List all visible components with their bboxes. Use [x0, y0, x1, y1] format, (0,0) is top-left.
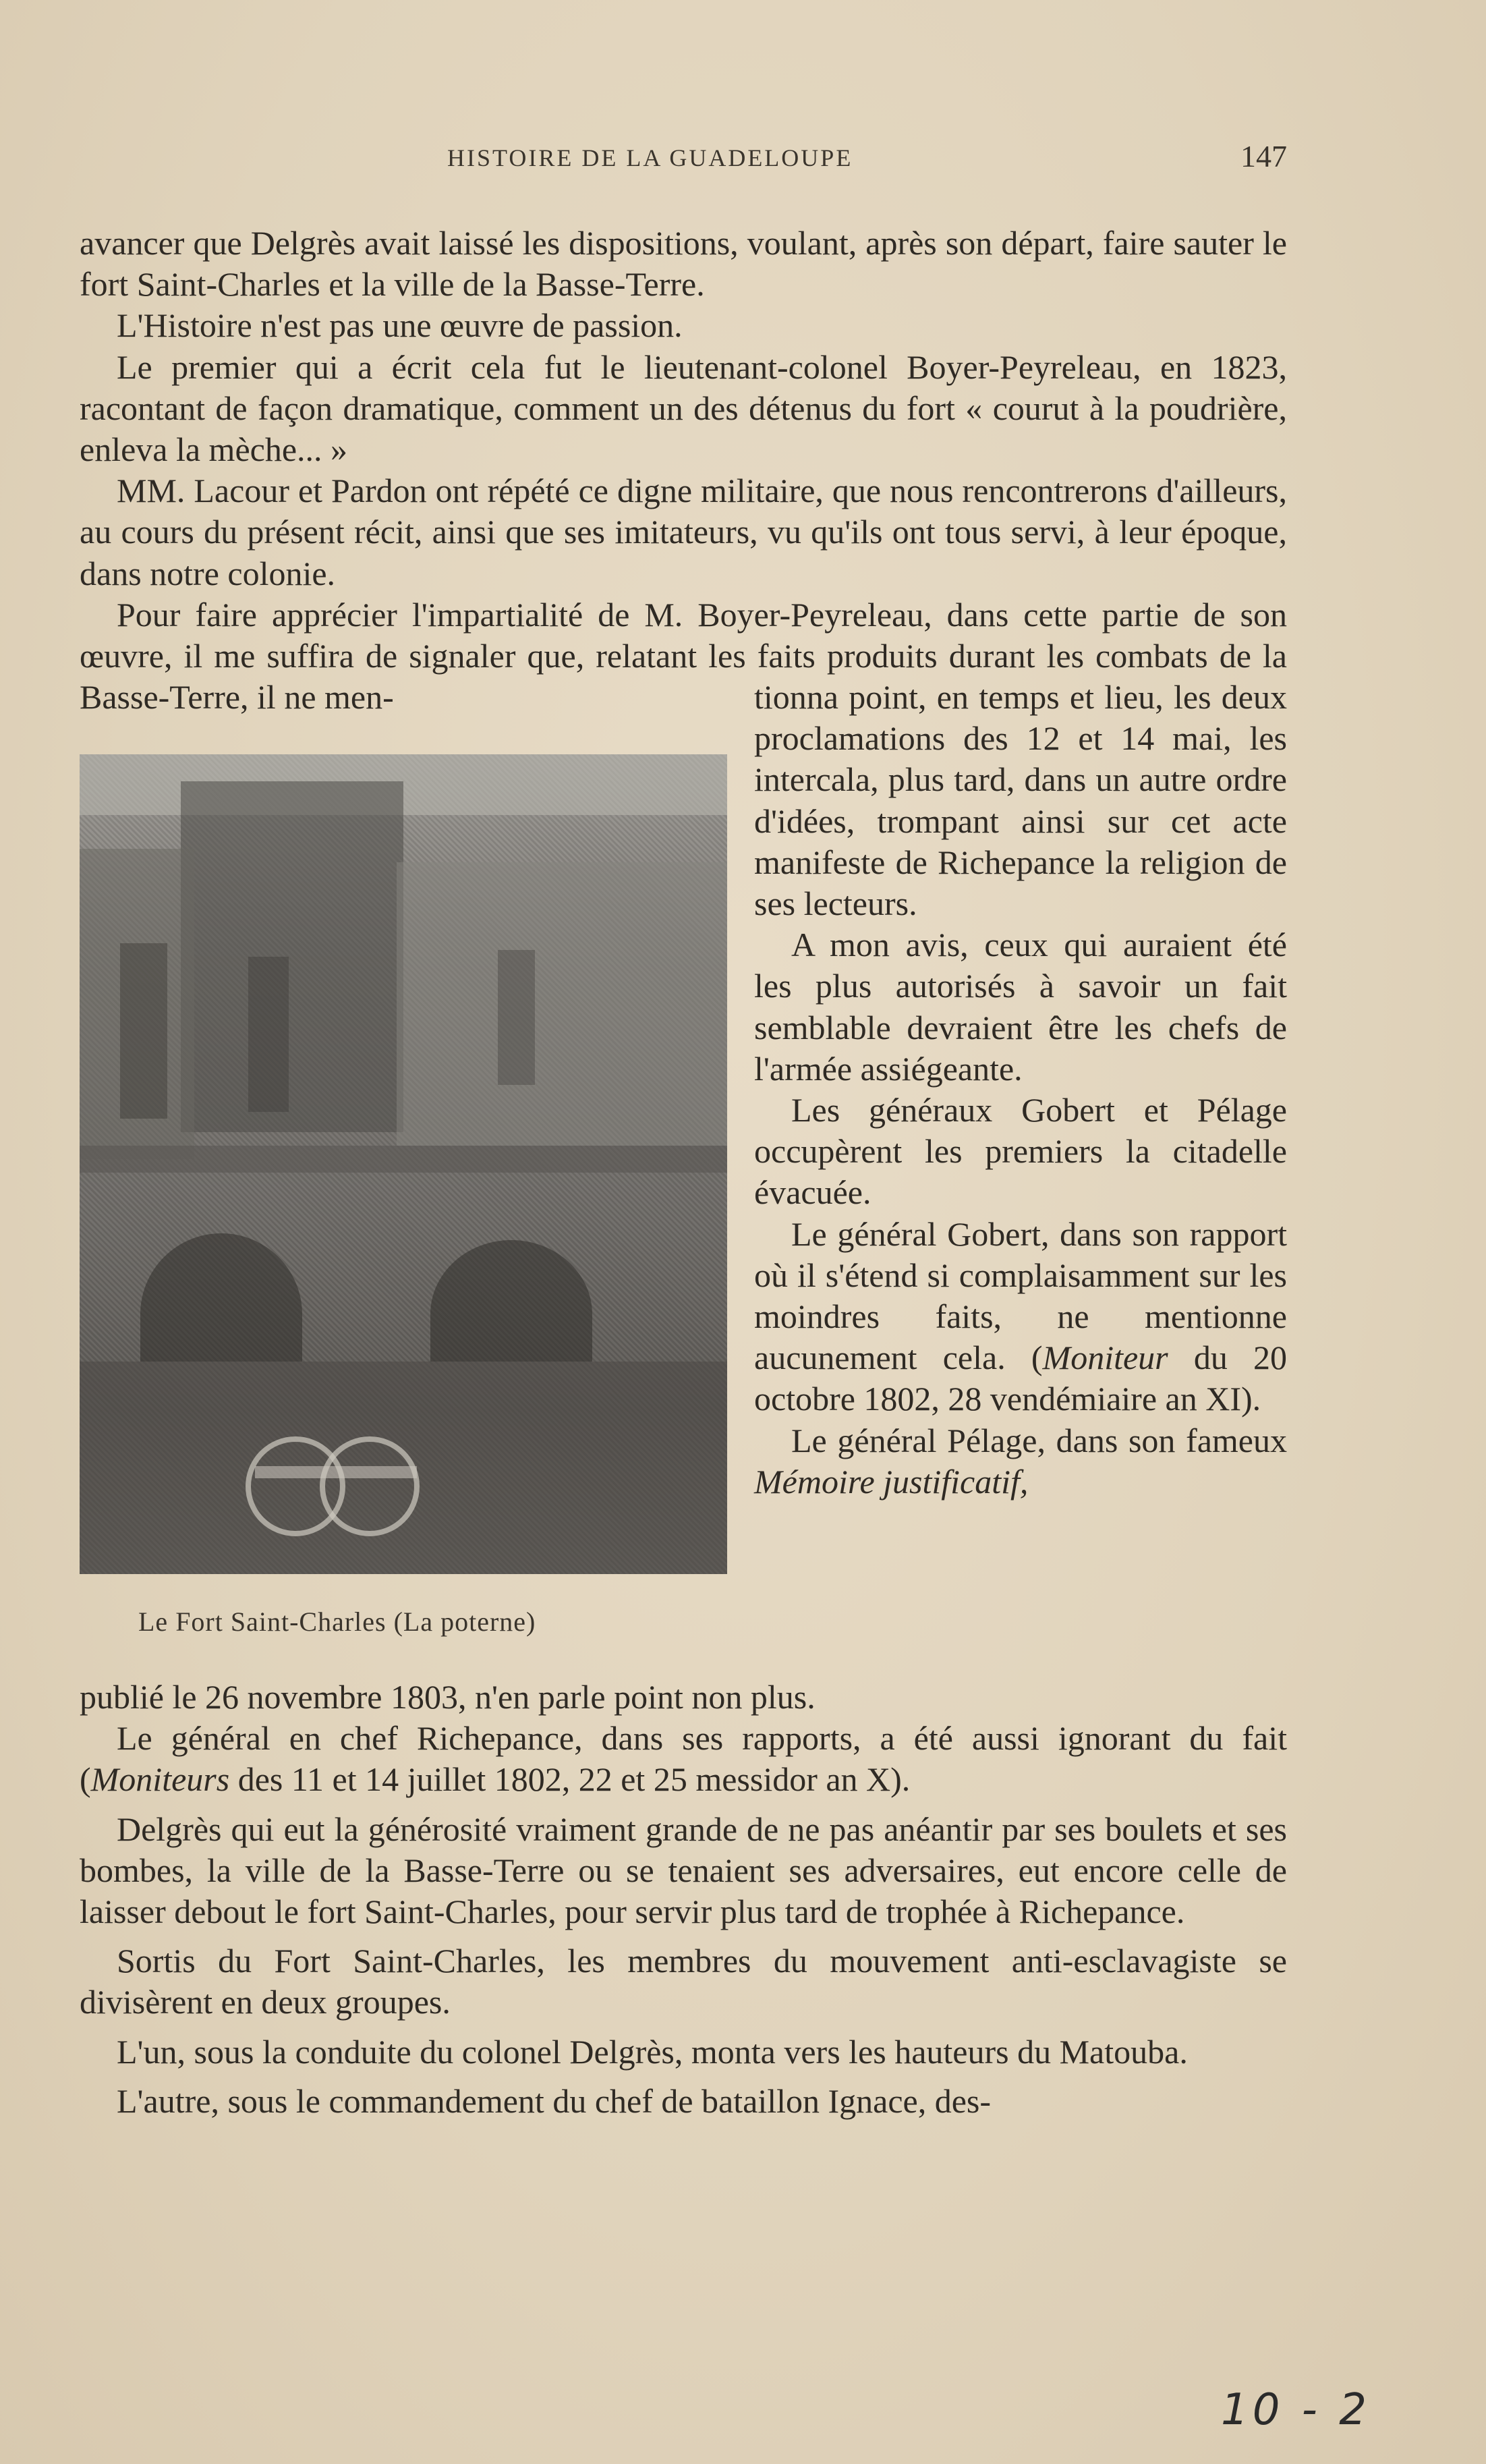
page-header [80, 138, 1287, 179]
handwritten-annotation: 10 - 2 [1221, 2385, 1371, 2435]
paragraph: Le premier qui a écrit cela fut le lieutenant-colonel Boyer-Peyreleau, en 1823, racontant de façon dramatique, comment un des détenus du fort « courut à la poudrière, enleva la mèche... » [80, 347, 1287, 469]
paragraph: tionna point, en temps et lieu, les deux proclamations des 12 et 14 mai, les intercala, plus tard, dans un autre ordre d'idées, trompant ainsi sur cet acte manifeste de Richepance la religion de ses lecteurs. [754, 678, 1287, 923]
paragraph [754, 1214, 1287, 1420]
paragraph [754, 1420, 1287, 1503]
fort-illustration [80, 754, 727, 1574]
paragraph: L'Histoire n'est pas une œuvre de passion. [117, 306, 683, 345]
paragraph: MM. Lacour et Pardon ont répété ce digne militaire, que nous rencontrerons d'ailleurs, au cours du présent récit, ainsi que ses imitateurs, vu qu'ils ont tous servi, à leur époque, dans notre colonie. [80, 472, 1287, 592]
text-block-top [80, 223, 1287, 718]
paragraph: Delgrès qui eut la générosité vraiment grande de ne pas anéantir par ses boulets et ses bombes, la ville de la Basse-Terre ou se tenaient ses adversaires, eut encore celle de laisser debout le fort Saint-Charles, pour servir plus tard de trophée à Richepance. [80, 1810, 1287, 1931]
running-title: HISTOIRE DE LA GUADELOUPE [447, 144, 853, 171]
text-run: Le général en chef Richepance, dans ses rapports, a été aussi ignorant du fait ( [80, 1719, 1287, 1799]
text-run: Le général Gobert, dans son rapport où il s'étend si complaisamment sur les moindres faits, ne mentionne aucunement cela. ( [754, 1214, 1287, 1377]
paragraph: Sortis du Fort Saint-Charles, les membres du mouvement anti-esclavagiste se divisèrent en deux groupes. [80, 1942, 1287, 2021]
paragraph [80, 1718, 1287, 1800]
italic-citation: Moniteur [1042, 1339, 1168, 1377]
paragraph: Les généraux Gobert et Pélage occupèrent les premiers la citadelle évacuée. [754, 1091, 1287, 1212]
text-column-right [754, 677, 1287, 1503]
paragraph: L'un, sous la conduite du colonel Delgrès, monta vers les hauteurs du Matouba. [117, 2032, 1188, 2071]
text-run: Le général Pélage, dans son fameux [791, 1421, 1287, 1459]
figure-caption: Le Fort Saint-Charles (La poterne) [138, 1606, 536, 1637]
text-block-bottom [80, 1677, 1287, 2122]
italic-citation: Mémoire justificatif, [754, 1462, 1029, 1501]
paragraph: L'autre, sous le commandement du chef de bataillon Ignace, des- [117, 2081, 992, 2120]
text-run: des 11 et 14 juillet 1802, 22 et 25 messidor an X). [229, 1760, 911, 1799]
fort-photograph [80, 754, 727, 1574]
page-number: 147 [1240, 139, 1287, 173]
paragraph: A mon avis, ceux qui auraient été les plus autorisés à savoir un fait semblable devraient être les chefs de l'armée assiégeante. [754, 926, 1287, 1088]
paragraph: Pour faire apprécier l'impartialité de M. Boyer-Peyreleau, dans cette partie de son œuvre, il me suffira de signaler que, relatant les faits produits durant les combats de la Basse-Terre, il ne men- [80, 595, 1287, 717]
text-run: du 20 octobre 1802, 28 vendémiaire an XI). [754, 1339, 1288, 1418]
italic-citation: Moniteurs [90, 1760, 230, 1799]
paragraph: publié le 26 novembre 1803, n'en parle point non plus. [80, 1678, 816, 1716]
paragraph: avancer que Delgrès avait laissé les dispositions, voulant, après son départ, faire sauter le fort Saint-Charles et la ville de la Basse-Terre. [80, 224, 1287, 304]
